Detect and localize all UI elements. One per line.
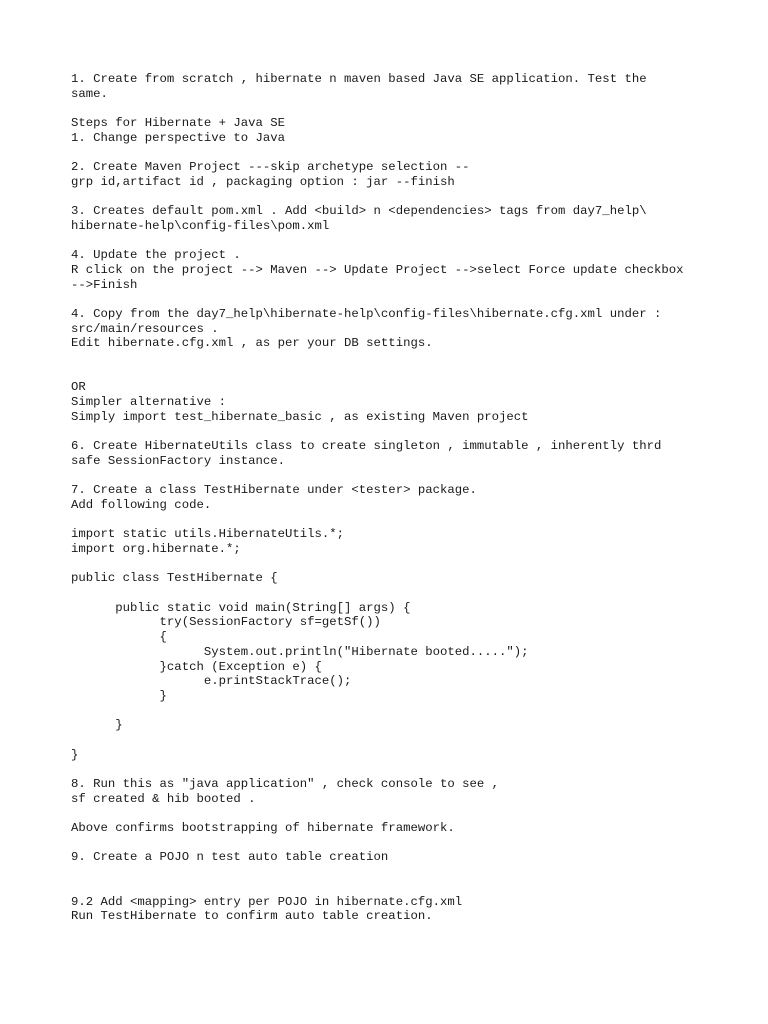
document-line: Edit hibernate.cfg.xml , as per your DB settings. [71,336,433,351]
document-line [71,469,761,484]
document-line [71,366,761,381]
document-line [71,733,761,748]
document-line [71,351,761,366]
document-line [71,880,761,895]
document-line: Add following code. [71,497,212,512]
document-line: public class TestHibernate { [71,571,278,586]
document-line [71,586,761,601]
document-line: safe SessionFactory instance. [71,453,286,468]
document-line: 4. Update the project . [71,248,241,263]
document-line: 9. Create a POJO n test auto table creation [71,850,389,865]
document-line [71,557,761,572]
document-line: grp id,artifact id , packaging option : jar --finish [71,174,455,189]
document-line: -->Finish [71,277,138,292]
document-line: sf created & hib booted . [71,791,256,806]
document-line: Steps for Hibernate + Java SE [71,116,286,131]
document-line: same. [71,86,108,101]
document-line: hibernate-help\config-files\pom.xml [71,218,330,233]
document-line: e.printStackTrace(); [71,674,352,689]
document-line: }catch (Exception e) { [71,659,322,674]
document-line: } [71,747,79,762]
document-line: try(SessionFactory sf=getSf()) [71,615,381,630]
document-line [71,145,761,160]
document-line: 6. Create HibernateUtils class to create singleton , immutable , inherently thrd [71,439,662,454]
document-line: src/main/resources . [71,321,219,336]
document-line: 1. Change perspective to Java [71,130,286,145]
document-line: Run TestHibernate to confirm auto table creation. [71,909,433,924]
document-line [71,806,761,821]
document-line: Simpler alternative : [71,395,226,410]
document-line [71,292,761,307]
document-line: Above confirms bootstrapping of hibernate framework. [71,821,455,836]
document-line: Simply import test_hibernate_basic , as existing Maven project [71,409,529,424]
document-line: import static utils.HibernateUtils.*; [71,527,345,542]
document-line: } [71,688,167,703]
document-line: 8. Run this as "java application" , check console to see , [71,777,500,791]
document-line: 9.2 Add <mapping> entry per POJO in hibernate.cfg.xml [71,894,463,909]
document-line [71,190,761,205]
document-line [71,704,761,719]
document-line [71,865,761,880]
document-line [71,101,761,116]
document-line: public static void main(String[] args) { [71,600,411,615]
document-line: System.out.println("Hibernate booted....."); [71,644,529,659]
document-line: 2. Create Maven Project ---skip archetype selection -- [71,160,470,175]
document-line [71,234,761,249]
document-line: 3. Creates default pom.xml . Add <build> n <dependencies> tags from day7_help\ [71,204,647,219]
document-line [71,836,761,851]
document-line: } [71,718,123,733]
document-line: import org.hibernate.*; [71,542,241,556]
document-line: OR [71,380,86,395]
document-line: { [71,630,167,645]
document-line: 1. Create from scratch , hibernate n maven based Java SE application. Test the [71,72,647,86]
document-line [71,425,761,440]
document-body [71,72,761,924]
document-line [71,762,761,777]
document-line [71,513,761,528]
document-line: 4. Copy from the day7_help\hibernate-help\config-files\hibernate.cfg.xml under : [71,307,662,321]
document-line: R click on the project --> Maven --> Update Project -->select Force update checkbox [71,262,684,277]
document-line: 7. Create a class TestHibernate under <tester> package. [71,483,477,498]
